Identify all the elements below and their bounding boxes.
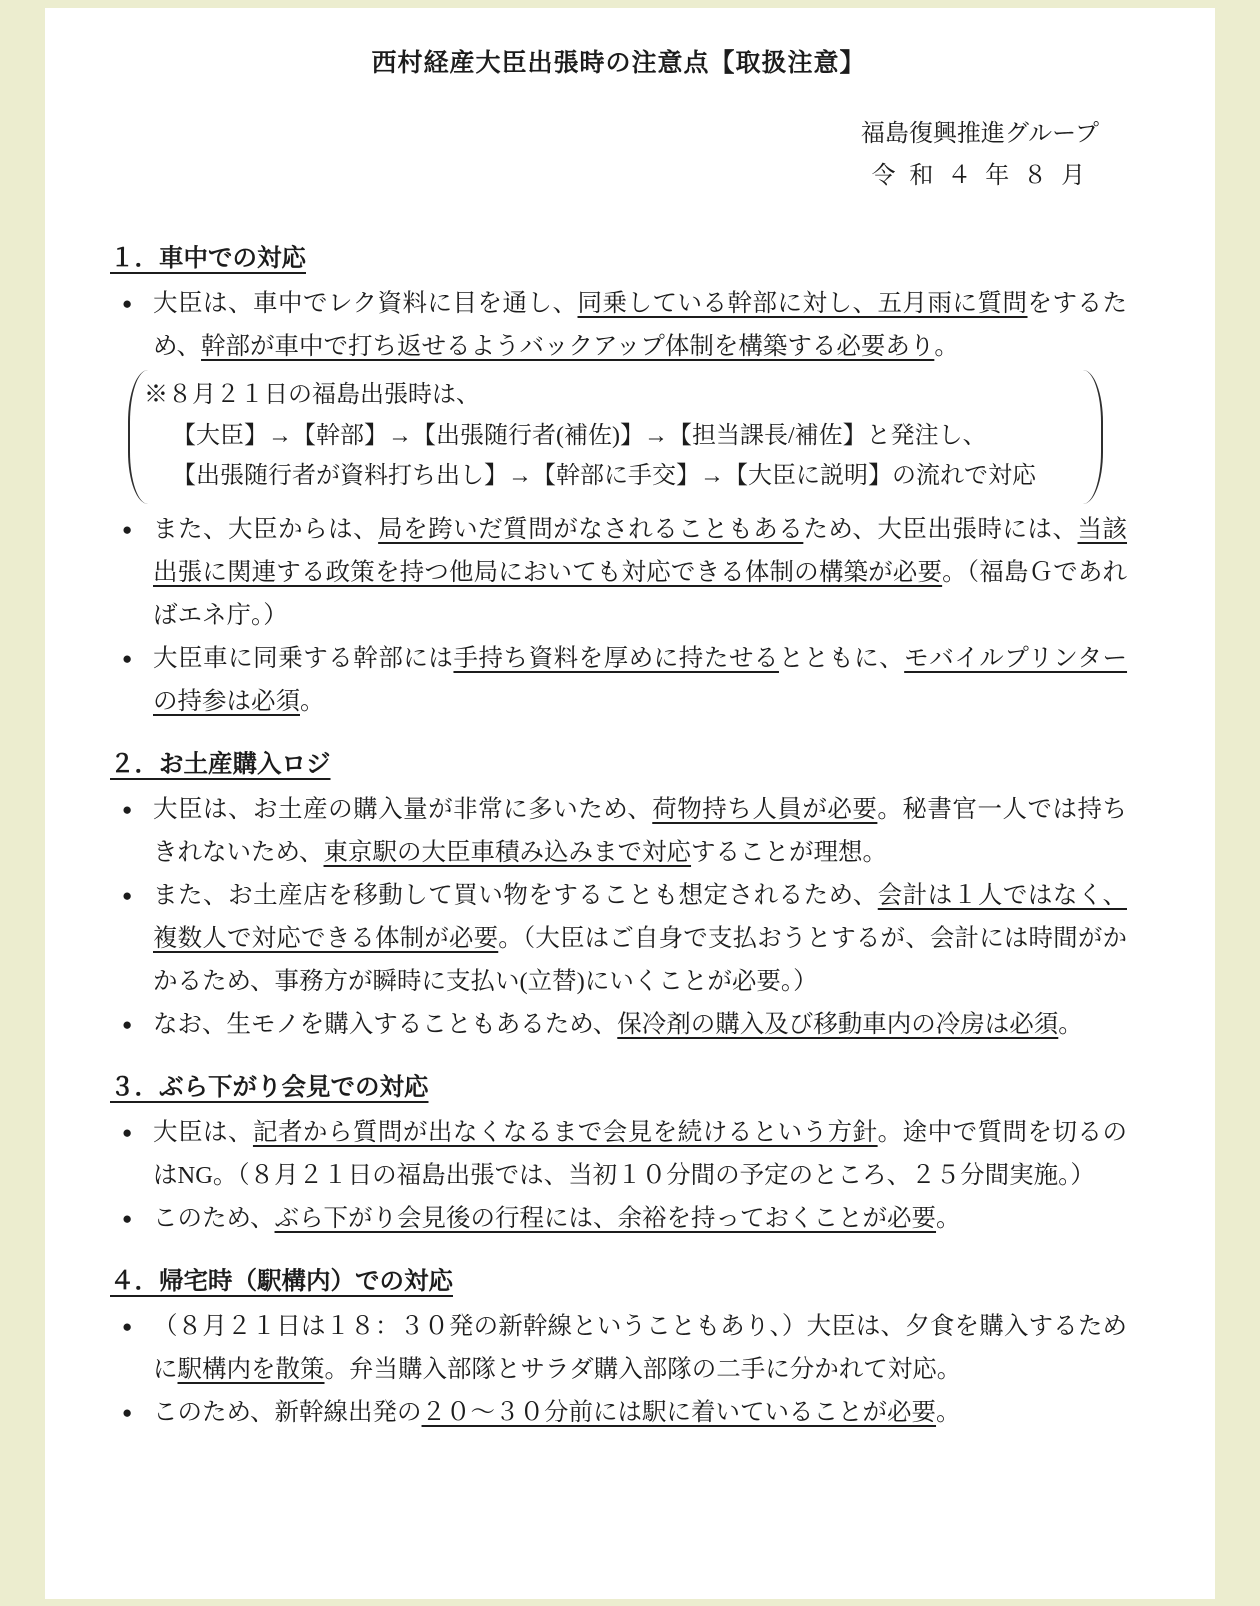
bullet-item [110, 1197, 1127, 1240]
plain-text: 。弁当購入部隊とサラダ購入部隊の二手に分かれて対応。 [324, 1355, 962, 1383]
section [110, 1260, 1127, 1434]
underlined-text: ぶら下がり会見後の行程には、余裕を持っておくことが必要 [274, 1204, 937, 1232]
section-heading: １．車中での対応 [110, 245, 306, 272]
document-date: 令和４年８月 [871, 163, 1099, 189]
bullet-text [153, 874, 1127, 1003]
plain-text: 。途中で質問を切るのはNG。（８月２１日の福島出張では、当初１０分間の予定のところ、２５分間実施。） [153, 1118, 1128, 1189]
bullet-text [153, 508, 1127, 637]
section-heading: ３．ぶら下がり会見での対応 [110, 1073, 429, 1101]
note-line: ※８月２１日の福島出張時は、 [144, 382, 480, 408]
bullet-text [153, 1197, 1127, 1240]
bullet-item [110, 788, 1127, 874]
plain-text: また、お土産店を移動して買い物をすることも想定されるため、 [153, 881, 878, 909]
bullet-item [110, 637, 1127, 723]
plain-text: このため、 [153, 1204, 275, 1232]
bullet-item [110, 874, 1127, 1003]
underlined-text: 保冷剤の購入及び移動車内の冷房は必須 [617, 1010, 1059, 1038]
document-title: 西村経産大臣出張時の注意点【取扱注意】 [371, 50, 866, 77]
section-body [110, 282, 1127, 723]
underlined-text: 東京駅の大臣車積み込みまで対応 [323, 838, 692, 866]
sections [110, 237, 1127, 1434]
section-heading: ２．お土産購入ロジ [110, 750, 331, 778]
section [110, 743, 1127, 1046]
bullet-icon: ● [122, 648, 133, 668]
bullet-icon: ● [122, 1014, 133, 1034]
plain-text: をするため、 [153, 290, 1128, 360]
section-body [110, 788, 1127, 1046]
underlined-text: ２０～３０分前には駅に着いていることが必要 [421, 1398, 937, 1426]
underlined-text: 手持ち資料を厚めに持たせる [453, 644, 779, 672]
bullet-icon: ● [122, 1208, 133, 1228]
underlined-text: 当該出張に関連する政策を持つ他局においても対応できる体制の構築が必要 [153, 515, 1128, 586]
plain-text: 。 [934, 333, 959, 360]
plain-text: 大臣車に同乗する幹部には [153, 644, 454, 672]
underlined-text: 記者から質問が出なくなるまで会見を続けるという方針 [252, 1118, 878, 1146]
underlined-text: 会計は１人ではなく、複数人で対応できる体制が必要 [153, 881, 1127, 952]
bullet-icon: ● [122, 885, 133, 905]
plain-text: 。 [1058, 1010, 1083, 1038]
author-group: 福島復興推進グループ [860, 121, 1099, 147]
plain-text: （８月２１日は１８：３０発の新幹線ということもあり、）大臣は、夕食を購入するために [153, 1312, 1127, 1383]
plain-text: することが理想。 [691, 838, 888, 866]
underlined-text: 駅構内を散策 [177, 1355, 325, 1383]
bullet-icon: ● [122, 1316, 133, 1336]
bracketed-note [128, 370, 1103, 504]
plain-text: ため、大臣出張時には、 [803, 515, 1078, 543]
bullet-item [110, 1111, 1127, 1197]
bullet-item [110, 1305, 1127, 1391]
underlined-text: 荷物持ち人員が必要 [652, 795, 878, 823]
underlined-text: 局を跨いだ質問がなされることもある [378, 515, 804, 543]
bullet-icon: ● [122, 799, 133, 819]
bullet-icon: ● [122, 1122, 133, 1142]
plain-text: 大臣は、車中でレク資料に目を通し、 [153, 290, 578, 317]
bullet-icon: ● [122, 294, 133, 313]
plain-text: なお、生モノを購入することもあるため、 [153, 1010, 618, 1038]
bullet-item [110, 1003, 1127, 1046]
plain-text: 。秘書官一人では持ちきれないため、 [153, 795, 1128, 866]
section-body [110, 1111, 1127, 1240]
bullet-item [110, 508, 1127, 637]
bullet-item [110, 1391, 1127, 1434]
document-page [45, 8, 1215, 1599]
plain-text: 。 [936, 1204, 961, 1232]
bullet-text [153, 1003, 1127, 1046]
bullet-icon: ● [122, 519, 133, 539]
bullet-text [153, 637, 1127, 723]
plain-text: 大臣は、 [153, 1118, 253, 1146]
section [110, 237, 1127, 723]
bullet-text [153, 1305, 1127, 1391]
document-header-right [110, 113, 1127, 197]
plain-text: また、大臣からは、 [153, 515, 379, 543]
underlined-text: モバイルプリンターの持参は必須 [153, 644, 1128, 715]
plain-text: 。（大臣はご自身で支払おうとするが、会計には時間がかかるため、事務方が瞬時に支払い(立替)にいくことが必要。） [153, 924, 1128, 995]
plain-text: 。（福島Ｇであればエネ庁。） [153, 558, 1127, 629]
bullet-text [153, 1111, 1127, 1197]
plain-text: 大臣は、お土産の購入量が非常に多いため、 [153, 795, 653, 823]
bullet-icon: ● [122, 1402, 133, 1422]
underlined-text: 同乗している幹部に対し、五月雨に質問 [577, 290, 1028, 317]
bullet-text [153, 1391, 1127, 1434]
plain-text: 。 [936, 1398, 961, 1426]
underlined-text: 幹部が車中で打ち返せるようバックアップ体制を構築する必要あり [201, 333, 935, 360]
bullet-text [153, 788, 1127, 874]
plain-text: 。 [300, 687, 325, 715]
plain-text: このため、新幹線出発の [153, 1398, 422, 1426]
bullet-item [110, 282, 1127, 368]
section [110, 1066, 1127, 1240]
plain-text: とともに、 [778, 644, 905, 672]
note-line: 【大臣】→【幹部】→【出張随行者(補佐)】→【担当課長/補佐】と発注し、 [172, 422, 987, 449]
bullet-text [153, 282, 1127, 368]
section-body [110, 1305, 1127, 1434]
note-line: 【出張随行者が資料打ち出し】→【幹部に手交】→【大臣に説明】の流れで対応 [172, 463, 1036, 489]
section-heading: ４．帰宅時（駅構内）での対応 [110, 1267, 453, 1295]
